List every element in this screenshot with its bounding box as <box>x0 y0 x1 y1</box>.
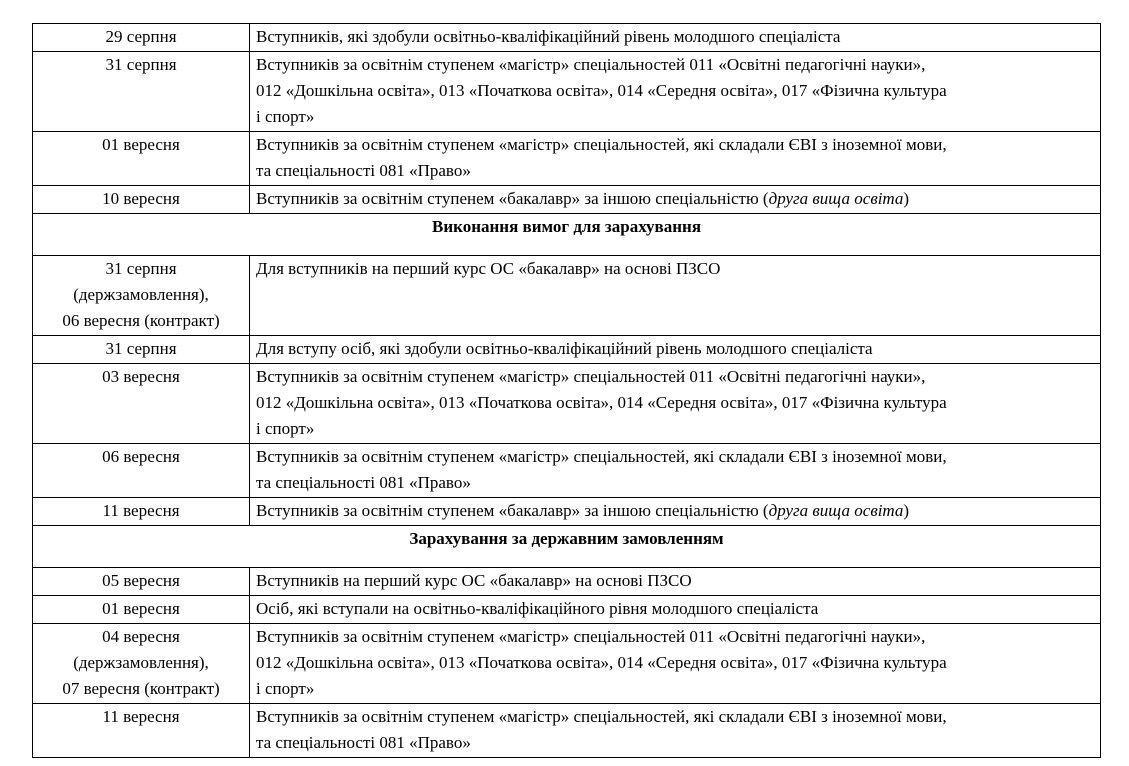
date-cell <box>33 364 250 444</box>
date-line: (держзамовлення), <box>73 653 209 672</box>
description-line <box>256 158 1094 184</box>
table-row <box>33 444 1101 498</box>
date-cell <box>33 336 250 364</box>
description-line <box>256 498 1094 524</box>
description-line <box>256 390 1094 416</box>
description-line <box>256 256 1094 282</box>
description-line <box>256 444 1094 470</box>
description-text: Для вступу осіб, які здобули освітньо-кваліфікаційний рівень молодшого спеціаліста <box>256 339 873 358</box>
description-text: Вступників за освітнім ступенем «магістр» спеціальностей 011 «Освітні педагогічні науки», <box>256 367 926 386</box>
description-cell <box>250 596 1101 624</box>
description-line <box>256 704 1094 730</box>
description-cell <box>250 498 1101 526</box>
date-cell <box>33 498 250 526</box>
description-line <box>256 24 1094 50</box>
description-tail-text: ) <box>903 501 910 520</box>
description-cell <box>250 24 1101 52</box>
date-line: 31 серпня <box>105 259 177 278</box>
description-cell <box>250 336 1101 364</box>
date-line: 07 вересня (контракт) <box>62 679 220 698</box>
date-cell <box>33 24 250 52</box>
description-text: Для вступників на перший курс ОС «бакалавр» на основі ПЗСО <box>256 259 721 278</box>
description-line <box>256 416 1094 442</box>
schedule-table <box>32 23 1101 758</box>
description-tail-text: ) <box>903 189 910 208</box>
table-row <box>33 256 1101 336</box>
description-cell <box>250 256 1101 336</box>
description-line <box>256 364 1094 390</box>
table-row <box>33 624 1101 704</box>
description-text: 012 «Дошкільна освіта», 013 «Початкова освіта», 014 «Середня освіта», 017 «Фізична культура <box>256 653 947 672</box>
date-line: 11 вересня <box>102 707 180 726</box>
date-line: 01 вересня <box>102 135 180 154</box>
description-line <box>256 52 1094 78</box>
description-text: і спорт» <box>256 107 315 126</box>
description-line <box>256 650 1094 676</box>
table-row <box>33 704 1101 758</box>
table-row <box>33 24 1101 52</box>
description-text: Вступників за освітнім ступенем «бакалавр» за іншою спеціальністю ( <box>256 501 769 520</box>
date-line: 01 вересня <box>102 599 180 618</box>
description-text: та спеціальності 081 «Право» <box>256 473 471 492</box>
table-row <box>33 596 1101 624</box>
section-header: Виконання вимог для зарахування <box>33 214 1101 256</box>
date-cell <box>33 256 250 336</box>
date-line: 31 серпня <box>105 55 177 74</box>
date-cell <box>33 704 250 758</box>
date-cell <box>33 132 250 186</box>
description-text: Вступників за освітнім ступенем «бакалавр» за іншою спеціальністю ( <box>256 189 769 208</box>
date-line: 05 вересня <box>102 571 180 590</box>
description-text: Вступників на перший курс ОС «бакалавр» на основі ПЗСО <box>256 571 692 590</box>
description-text: та спеціальності 081 «Право» <box>256 161 471 180</box>
description-line <box>256 132 1094 158</box>
description-line <box>256 676 1094 702</box>
description-text: 012 «Дошкільна освіта», 013 «Початкова освіта», 014 «Середня освіта», 017 «Фізична культура <box>256 81 947 100</box>
description-cell <box>250 568 1101 596</box>
description-text: Вступників, які здобули освітньо-кваліфікаційний рівень молодшого спеціаліста <box>256 27 841 46</box>
description-line <box>256 624 1094 650</box>
description-text: Вступників за освітнім ступенем «магістр» спеціальностей 011 «Освітні педагогічні науки», <box>256 55 926 74</box>
description-italic-text: друга вища освіта <box>768 501 904 520</box>
table-row <box>33 336 1101 364</box>
date-line: 10 вересня <box>102 189 180 208</box>
table-row <box>33 498 1101 526</box>
description-line <box>256 568 1094 594</box>
description-cell <box>250 364 1101 444</box>
description-line <box>256 470 1094 496</box>
description-line <box>256 78 1094 104</box>
description-cell <box>250 132 1101 186</box>
date-cell <box>33 444 250 498</box>
date-cell <box>33 596 250 624</box>
table-row <box>33 132 1101 186</box>
date-cell <box>33 568 250 596</box>
description-text: Вступників за освітнім ступенем «магістр» спеціальностей, які складали ЄВІ з іноземної мови, <box>256 135 947 154</box>
description-cell <box>250 444 1101 498</box>
table-row <box>33 568 1101 596</box>
date-line: 06 вересня <box>102 447 180 466</box>
schedule-table-body <box>33 24 1101 758</box>
date-line: 06 вересня (контракт) <box>62 311 220 330</box>
date-cell <box>33 52 250 132</box>
description-text: Вступників за освітнім ступенем «магістр» спеціальностей 011 «Освітні педагогічні науки», <box>256 627 926 646</box>
description-text: Вступників за освітнім ступенем «магістр» спеціальностей, які складали ЄВІ з іноземної мови, <box>256 447 947 466</box>
description-italic-text: друга вища освіта <box>768 189 904 208</box>
section-header-row <box>33 526 1101 568</box>
date-line: 11 вересня <box>102 501 180 520</box>
description-line <box>256 104 1094 130</box>
date-line: 29 серпня <box>105 27 177 46</box>
description-cell <box>250 186 1101 214</box>
description-cell <box>250 624 1101 704</box>
section-header-row <box>33 214 1101 256</box>
description-cell <box>250 704 1101 758</box>
section-header: Зарахування за державним замовленням <box>33 526 1101 568</box>
description-line <box>256 730 1094 756</box>
table-row <box>33 364 1101 444</box>
description-text: і спорт» <box>256 419 315 438</box>
table-row <box>33 186 1101 214</box>
description-text: Вступників за освітнім ступенем «магістр» спеціальностей, які складали ЄВІ з іноземної мови, <box>256 707 947 726</box>
description-line <box>256 336 1094 362</box>
description-text: і спорт» <box>256 679 315 698</box>
description-text: Осіб, які вступали на освітньо-кваліфікаційного рівня молодшого спеціаліста <box>256 599 819 618</box>
date-line: 03 вересня <box>102 367 180 386</box>
table-row <box>33 52 1101 132</box>
date-cell <box>33 624 250 704</box>
description-text: 012 «Дошкільна освіта», 013 «Початкова освіта», 014 «Середня освіта», 017 «Фізична культура <box>256 393 947 412</box>
description-cell <box>250 52 1101 132</box>
date-cell <box>33 186 250 214</box>
date-line: 04 вересня <box>102 627 180 646</box>
description-text: та спеціальності 081 «Право» <box>256 733 471 752</box>
description-line <box>256 596 1094 622</box>
date-line: 31 серпня <box>105 339 177 358</box>
date-line: (держзамовлення), <box>73 285 209 304</box>
description-line <box>256 186 1094 212</box>
